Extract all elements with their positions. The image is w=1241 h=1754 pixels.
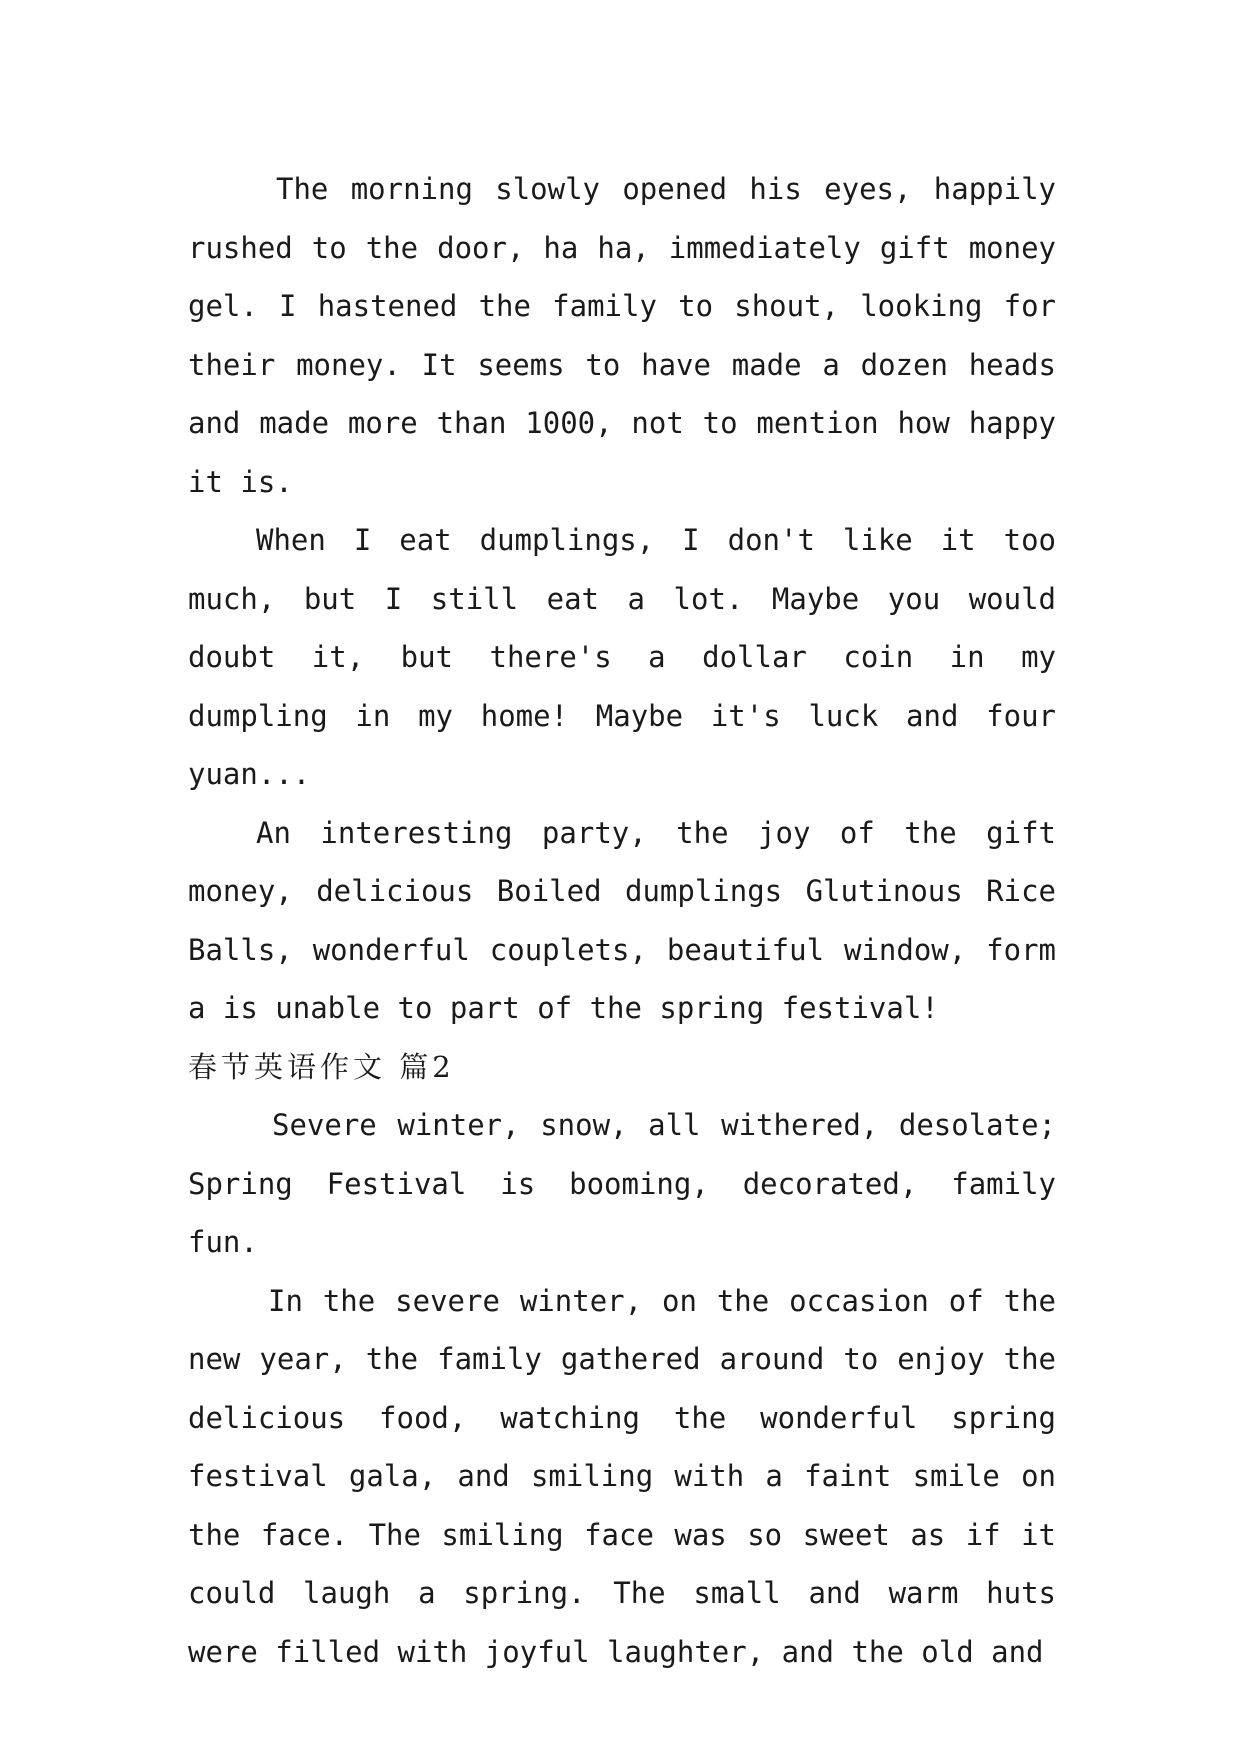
paragraph-dumplings: When I eat dumplings, I don't like it too much, but I still eat a lot. Maybe you would doubt it, but there's a dollar coin in my dumpling in my home! Maybe it's luck and four yuan...: [188, 523, 1056, 791]
section-heading: 春节英语作文 篇2: [188, 1049, 455, 1084]
document-body: [188, 160, 1056, 1681]
paragraph-new-year-family: In the severe winter, on the occasion of the new year, the family gathered around to enjoy the delicious food, watching the wonderful spring festival gala, and smiling with a faint smile on the face. The smiling face was so sweet as if it could laugh a spring. The small and warm huts were filled with joyful laughter, and the old and: [188, 1283, 1056, 1669]
paragraph-gift-money: The morning slowly opened his eyes, happily rushed to the door, ha ha, immediately gift money gel. I hastened the family to shout, looking for their money. It seems to have made a dozen heads and made more than 1000, not to mention how happy it is.: [188, 172, 1056, 499]
paragraph-severe-winter: Severe winter, snow, all withered, desolate; Spring Festival is booming, decorated, family fun.: [188, 1108, 1056, 1259]
paragraph-spring-festival-summary: An interesting party, the joy of the gift money, delicious Boiled dumplings Glutinous Rice Balls, wonderful couplets, beautiful window, form a is unable to part of the spring festival!: [188, 815, 1056, 1025]
